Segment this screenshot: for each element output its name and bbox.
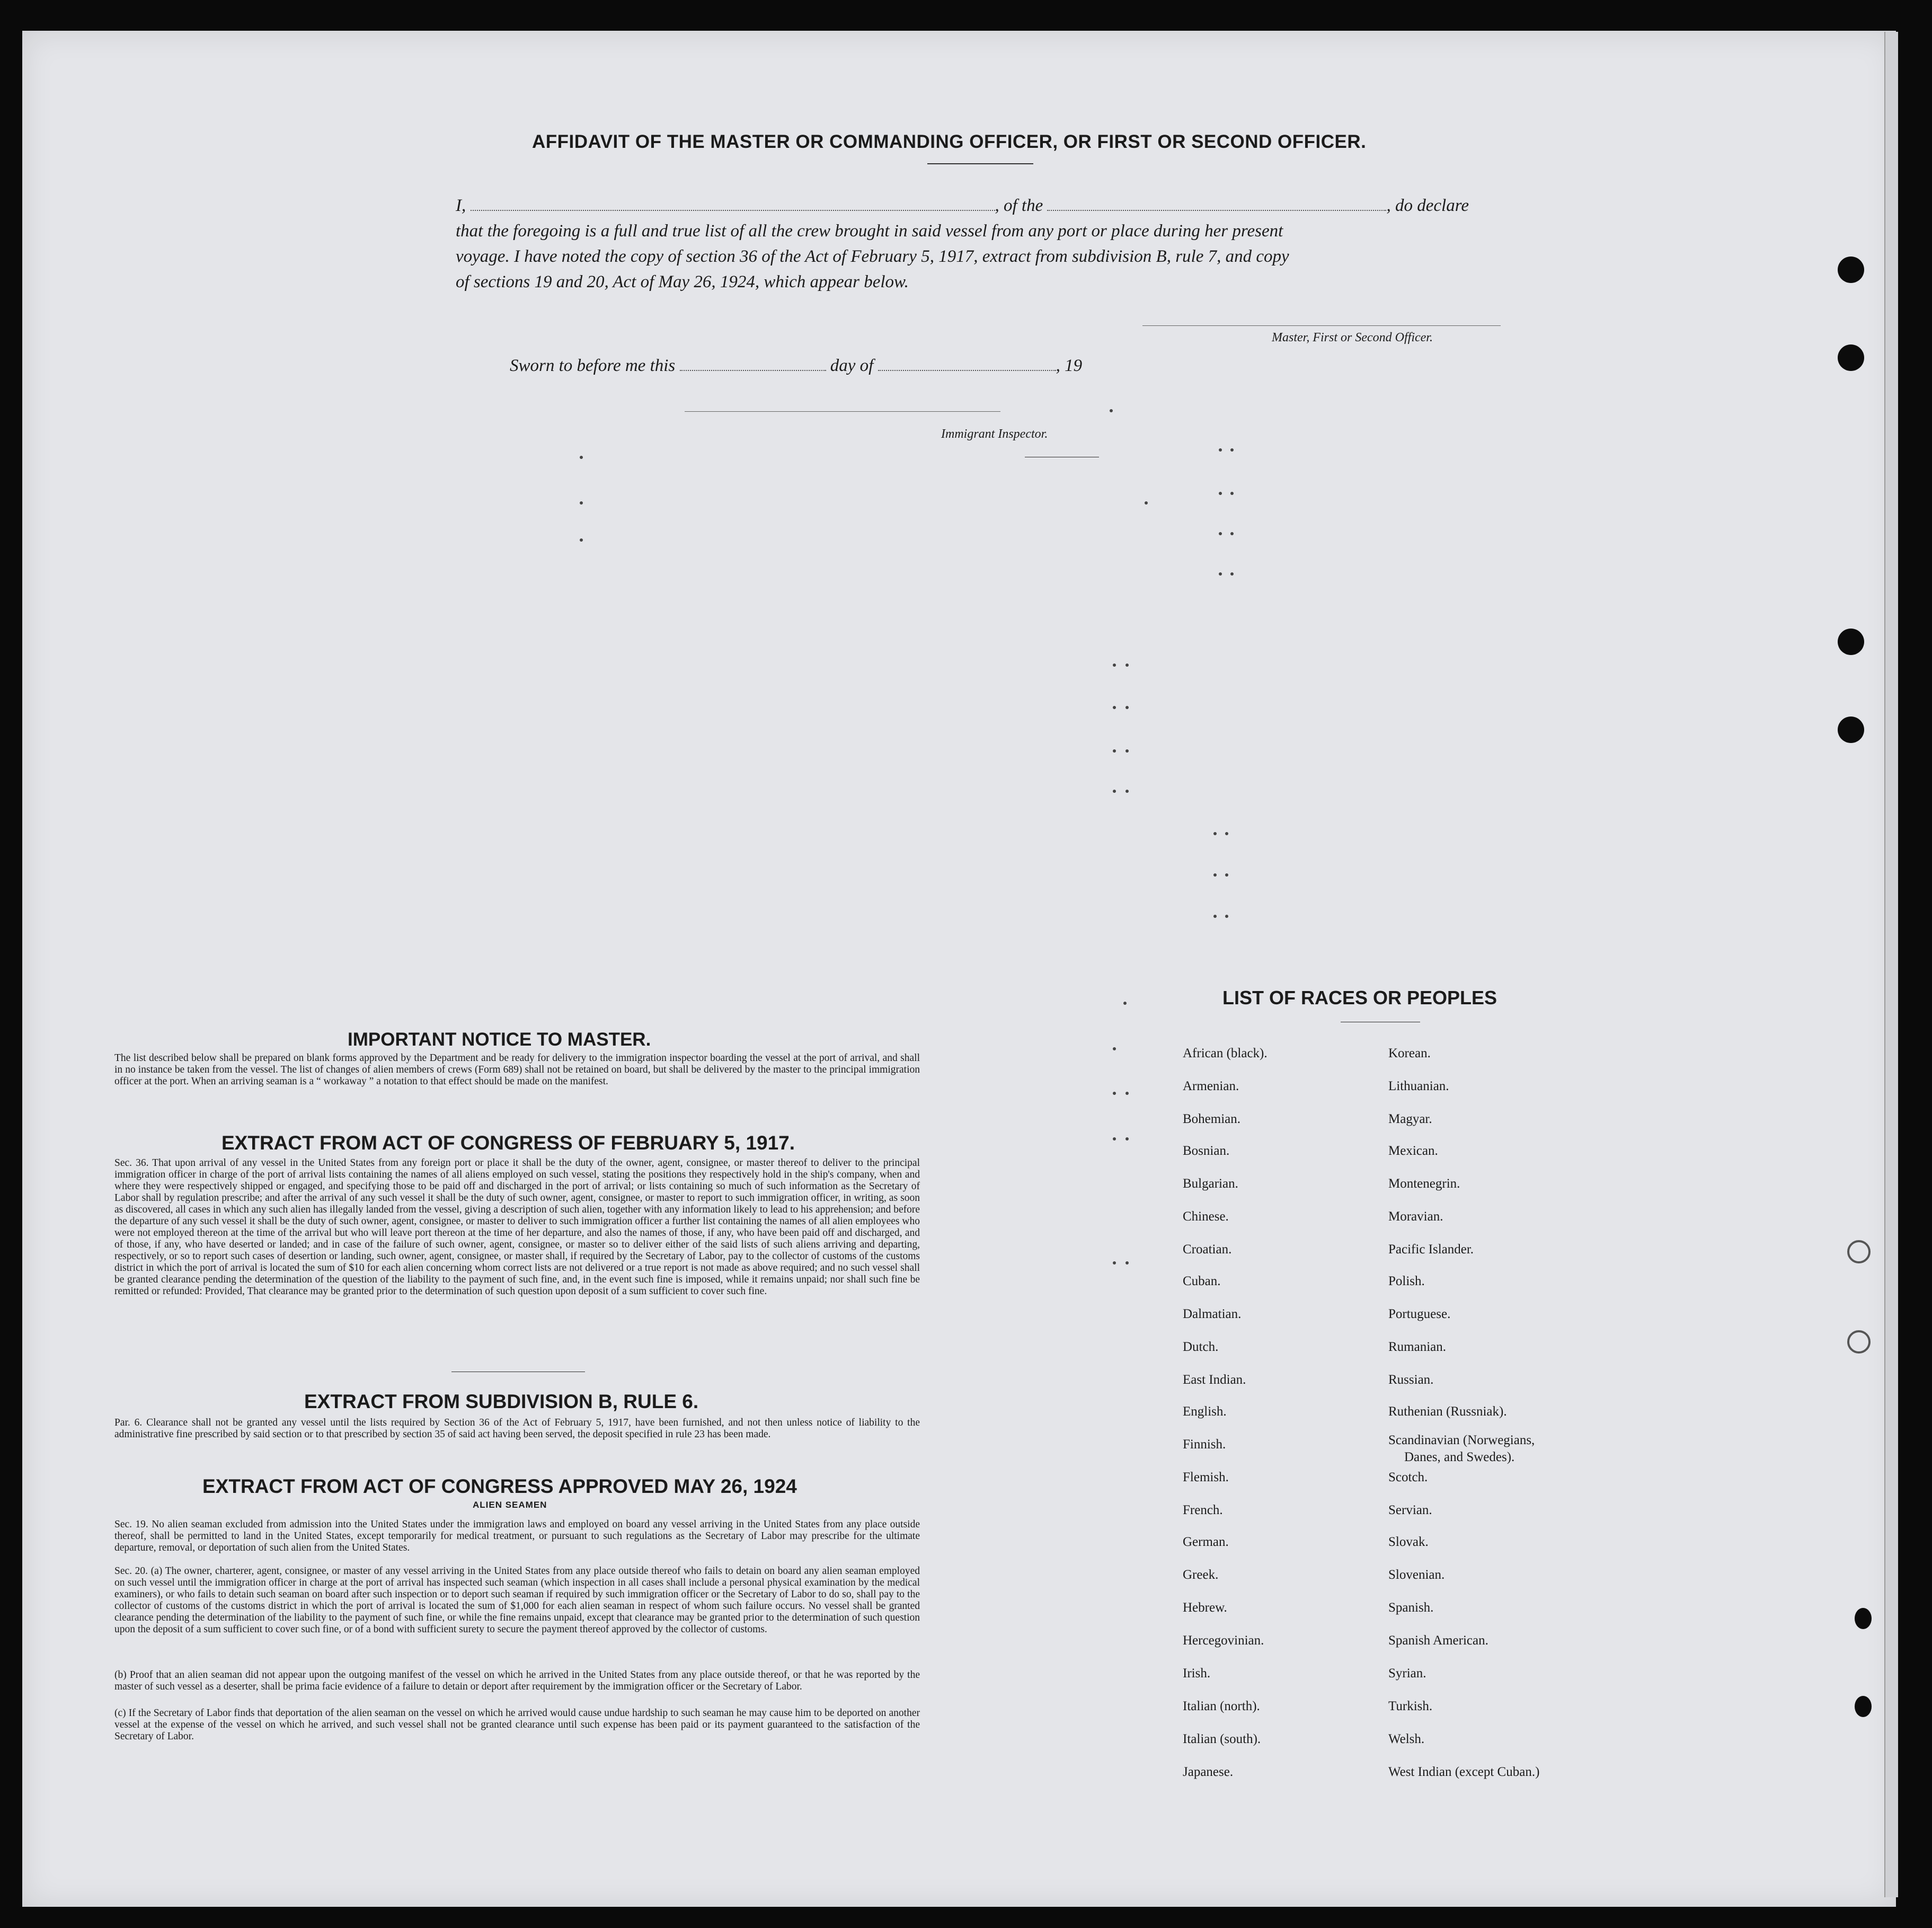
ink-dot bbox=[1113, 790, 1116, 793]
ink-dot bbox=[1113, 1137, 1116, 1140]
race-item: Bosnian. bbox=[1183, 1144, 1230, 1158]
race-item: East Indian. bbox=[1183, 1373, 1246, 1387]
race-item: Moravian. bbox=[1388, 1209, 1443, 1224]
ink-dot bbox=[580, 501, 583, 505]
race-item: Flemish. bbox=[1183, 1470, 1229, 1484]
punch-hole bbox=[1855, 1696, 1872, 1717]
race-item: Dalmatian. bbox=[1183, 1307, 1242, 1321]
race-item: Danes, and Swedes). bbox=[1404, 1450, 1515, 1464]
race-item: Scotch. bbox=[1388, 1470, 1428, 1484]
punch-hole bbox=[1838, 257, 1864, 283]
race-item: Italian (north). bbox=[1183, 1699, 1260, 1713]
race-item: Scandinavian (Norwegians, bbox=[1388, 1433, 1535, 1447]
race-item: African (black). bbox=[1183, 1046, 1268, 1060]
race-item: Lithuanian. bbox=[1388, 1079, 1449, 1093]
punch-hole bbox=[1847, 1330, 1871, 1354]
punch-hole bbox=[1838, 344, 1864, 371]
ink-dot bbox=[1123, 1002, 1127, 1005]
race-item: Japanese. bbox=[1183, 1765, 1234, 1779]
ink-dot bbox=[580, 456, 583, 459]
race-item: German. bbox=[1183, 1535, 1229, 1549]
race-item: West Indian (except Cuban.) bbox=[1388, 1765, 1540, 1779]
ink-dot bbox=[1145, 501, 1148, 505]
declaration-text-4: of sections 19 and 20, Act of May 26, 1924, which appear below. bbox=[456, 272, 909, 291]
race-item: Magyar. bbox=[1388, 1112, 1432, 1126]
ink-dot bbox=[1113, 1047, 1116, 1050]
race-item: Mexican. bbox=[1388, 1144, 1438, 1158]
race-item: Irish. bbox=[1183, 1666, 1211, 1681]
race-item: Hercegovinian. bbox=[1183, 1633, 1264, 1648]
extract-1917-text: Sec. 36. That upon arrival of any vessel in the United States from any foreign port or place it shall be the duty of the owner, agent, consignee, or master thereof to deliver to the principal immigration officer in charge of the port of arrival lists containing the names of all aliens employed on such vessel, stating the positions they respectively hold in the ship's company, when and where they were respectively shipped or engaged, and specifying those to be paid off and discharged in the port of arrival; or lists containing so much of such information as the Secretary of Labor shall by regulation prescribe; and after the arrival of any such vessel it shall be the duty of such owner, agent, consignee, or master to report to such immigration officer, in writing, as soon as discovered, all cases in which any such alien has illegally landed from the vessel, giving a description of such alien, together with any information likely to lead to his apprehension; and before the departure of any such vessel it shall be the duty of such owner, agent, consignee, or master to deliver to such immigration officer a further list containing the names of all alien employees who were not employed thereon at the time of the arrival but who will leave port thereon at the time of her departure, and also the names of those, if any, who have been paid off and discharged, and of those, if any, who have deserted or landed; and in case of the failure of such owner, agent, consignee, or master so to deliver either of the said lists of such aliens arriving and departing, respectively, or so to report such cases of desertion or landing, such owner, agent, consignee, or master shall, if required by the Secretary of Labor, pay to the collector of customs of the customs district in which the port of arrival is located the sum of $10 for each alien concerning whom correct lists are not delivered or a true report is not made as above required; and no such vessel shall be granted clearance pending the determination of the question of the liability to the payment of such fine, and, in the event such fine is imposed, while it remains unpaid; nor shall such fine be remitted or refunded: Provided, That clearance may be granted prior to the determination of such question upon deposit of a sum sufficient to cover such fine. bbox=[114, 1157, 920, 1297]
ink-dot bbox=[1230, 532, 1234, 535]
race-item: French. bbox=[1183, 1503, 1223, 1517]
race-item: Greek. bbox=[1183, 1568, 1219, 1582]
race-item: Slovak. bbox=[1388, 1535, 1429, 1549]
name-blank[interactable] bbox=[471, 210, 995, 211]
ink-dot bbox=[1125, 1092, 1129, 1095]
ink-dot bbox=[580, 538, 583, 542]
ink-dot bbox=[1225, 832, 1228, 835]
race-item: Bohemian. bbox=[1183, 1112, 1241, 1126]
vessel-blank[interactable] bbox=[1047, 210, 1386, 211]
ink-dot bbox=[1113, 706, 1116, 709]
ink-dot bbox=[1230, 448, 1234, 452]
race-item: Portuguese. bbox=[1388, 1307, 1451, 1321]
ink-dot bbox=[1225, 915, 1228, 918]
notice-text: The list described below shall be prepared on blank forms approved by the Department and be ready for delivery to the immigration inspector boarding the vessel at the port of arrival, and shall in no instance be taken from the vessel. The list of changes of alien members of crews (Form 689) shall not be retained on board, but shall be delivered by the master to the principal immigration officer at the port. When an arriving seaman is a “ workaway ” a notation to that effect should be made on the manifest. bbox=[114, 1053, 920, 1087]
race-item: Finnish. bbox=[1183, 1437, 1226, 1452]
race-item: Armenian. bbox=[1183, 1079, 1239, 1093]
extract-rule6-text: Par. 6. Clearance shall not be granted any vessel until the lists required by Section 36 of the Act of February 5, 1917, have been furnished, and not then unless notice of liability to the administrative fine prescribed by said section or to that prescribed by section 35 of said act having been served, the deposit specified in rule 23 has been made. bbox=[114, 1417, 920, 1440]
declaration-text-2: that the foregoing is a full and true list of all the crew brought in said vessel from any port or place during her present bbox=[456, 222, 1283, 241]
race-item: Italian (south). bbox=[1183, 1732, 1261, 1746]
ink-dot bbox=[1225, 873, 1228, 877]
ink-dot bbox=[1213, 915, 1217, 918]
extract-rule6-title: EXTRACT FROM SUBDIVISION B, RULE 6. bbox=[304, 1391, 699, 1412]
notice-title: IMPORTANT NOTICE TO MASTER. bbox=[348, 1029, 651, 1050]
officer-caption: Master, First or Second Officer. bbox=[1272, 331, 1433, 344]
race-item: Russian. bbox=[1388, 1373, 1434, 1387]
affidavit-title: AFFIDAVIT OF THE MASTER OR COMMANDING OFFICER, OR FIRST OR SECOND OFFICER. bbox=[532, 131, 1367, 152]
punch-hole bbox=[1847, 1240, 1871, 1263]
extract-1924-sec20b: (b) Proof that an alien seaman did not appear upon the outgoing manifest of the vessel on which he arrived in the United States from any place outside thereof, or that he was reported by the master of such vessel as a deserter, shall be prima facie evidence of a failure to detain or deport after requirement by the immigration officer or the Secretary of Labor. bbox=[114, 1669, 920, 1692]
do-declare-label: , do declare bbox=[1386, 196, 1469, 215]
declaration-text-3: voyage. I have noted the copy of section 36 of the Act of February 5, 1917, extract from subdivision B, rule 7, and copy bbox=[456, 247, 1289, 266]
race-item: Spanish. bbox=[1388, 1600, 1434, 1615]
race-item: Pacific Islander. bbox=[1388, 1242, 1474, 1257]
race-item: Spanish American. bbox=[1388, 1633, 1488, 1648]
declaration-line bbox=[456, 196, 1503, 216]
race-item: Croatian. bbox=[1183, 1242, 1232, 1257]
day-of-label: day of bbox=[830, 356, 874, 375]
ink-dot bbox=[1230, 492, 1234, 495]
race-item: Polish. bbox=[1388, 1274, 1425, 1288]
race-item: Servian. bbox=[1388, 1503, 1432, 1517]
sworn-label: Sworn to before me this bbox=[510, 356, 676, 375]
i-label: I, bbox=[456, 196, 466, 215]
race-item: Slovenian. bbox=[1388, 1568, 1445, 1582]
punch-hole bbox=[1855, 1608, 1872, 1629]
ink-dot bbox=[1125, 790, 1129, 793]
ink-dot bbox=[1110, 409, 1113, 412]
ink-dot bbox=[1113, 1092, 1116, 1095]
month-blank[interactable] bbox=[878, 370, 1056, 371]
ink-dot bbox=[1125, 749, 1129, 753]
extract-1924-title: EXTRACT FROM ACT OF CONGRESS APPROVED MAY 26, 1924 bbox=[202, 1475, 797, 1497]
ink-dot bbox=[1219, 448, 1222, 452]
ink-dot bbox=[1113, 1261, 1116, 1264]
year-label: , 19 bbox=[1056, 356, 1083, 375]
ink-dot bbox=[1213, 832, 1217, 835]
extract-1924-sec20a: Sec. 20. (a) The owner, charterer, agent, consignee, or master of any vessel arriving in the United States from any place outside thereof who fails to detain on board any alien seaman employed on such vessel until the immigration officer in charge at the port of arrival has inspected such seaman (which inspection in all cases shall include a personal physical examination by the medical examiners), or who fails to detain such seaman on board after such inspection or to deport such seaman if required by such immigration officer or the Secretary of Labor to do so, shall pay to the collector of customs of the customs district in which the port of arrival is located the sum of $1,000 for each alien seaman in respect of whom such failure occurs. No vessel shall be granted clearance pending the determination of the liability to the payment of such fine, or while the fine remains unpaid, except that clearance may be granted prior to the determination of such question upon the deposit of a sum sufficient to cover such fine, or of a bond with sufficient surety to secure the payment thereof approved by the collector of customs. bbox=[114, 1566, 920, 1635]
race-item: Cuban. bbox=[1183, 1274, 1221, 1288]
race-item: Welsh. bbox=[1388, 1732, 1425, 1746]
ink-dot bbox=[1113, 664, 1116, 667]
ink-dot bbox=[1219, 492, 1222, 495]
of-the-label: , of the bbox=[995, 196, 1043, 215]
ink-dot bbox=[1219, 532, 1222, 535]
race-item: English. bbox=[1183, 1404, 1227, 1419]
ink-dot bbox=[1125, 664, 1129, 667]
race-item: Dutch. bbox=[1183, 1340, 1219, 1354]
race-item: Hebrew. bbox=[1183, 1600, 1227, 1615]
race-item: Bulgarian. bbox=[1183, 1177, 1238, 1191]
extract-1924-sec19: Sec. 19. No alien seaman excluded from admission into the United States under the immigration laws and employed on board any vessel arriving in the United States from any place outside thereof, shall be permitted to land in the United States, except temporarily for medical treatment, or pursuant to such regulations as the Secretary of Labor may prescribe for the ultimate departure, removal, or deportation of such alien from the United States. bbox=[114, 1519, 920, 1553]
race-item: Syrian. bbox=[1388, 1666, 1426, 1681]
ink-dot bbox=[1230, 572, 1234, 576]
ink-dot bbox=[1125, 706, 1129, 709]
punch-hole bbox=[1838, 717, 1864, 743]
ink-dot bbox=[1219, 572, 1222, 576]
race-item: Montenegrin. bbox=[1388, 1177, 1460, 1191]
title-divider bbox=[927, 163, 1033, 164]
punch-hole bbox=[1838, 629, 1864, 655]
race-item: Turkish. bbox=[1388, 1699, 1433, 1713]
inspector-caption: Immigrant Inspector. bbox=[941, 427, 1048, 441]
officer-signature-line[interactable] bbox=[1142, 325, 1501, 326]
race-item: Chinese. bbox=[1183, 1209, 1229, 1224]
ink-dot bbox=[1125, 1261, 1129, 1264]
sworn-line bbox=[510, 356, 1082, 376]
ink-dot bbox=[1213, 873, 1217, 877]
day-blank[interactable] bbox=[680, 370, 826, 371]
race-item: Korean. bbox=[1388, 1046, 1431, 1060]
race-item: Ruthenian (Russniak). bbox=[1388, 1404, 1507, 1419]
inspector-signature-line[interactable] bbox=[685, 411, 1000, 412]
extract-1924-sec20c: (c) If the Secretary of Labor finds that deportation of the alien seaman on the vessel on which he arrived would cause undue hardship to such seaman he may cause him to be deported on another vessel at the expense of the vessel on which he arrived, and such vessel shall not be granted clearance until such expense has been paid or its payment guaranteed to the satisfaction of the Secretary of Labor. bbox=[114, 1708, 920, 1742]
races-title: LIST OF RACES OR PEOPLES bbox=[1222, 987, 1497, 1009]
race-item: Rumanian. bbox=[1388, 1340, 1447, 1354]
extract-1917-title: EXTRACT FROM ACT OF CONGRESS OF FEBRUARY 5, 1917. bbox=[221, 1132, 795, 1154]
page-edge bbox=[1884, 32, 1898, 1897]
extract-1924-subtitle: ALIEN SEAMEN bbox=[473, 1500, 547, 1510]
ink-dot bbox=[1125, 1137, 1129, 1140]
ink-dot bbox=[1113, 749, 1116, 753]
